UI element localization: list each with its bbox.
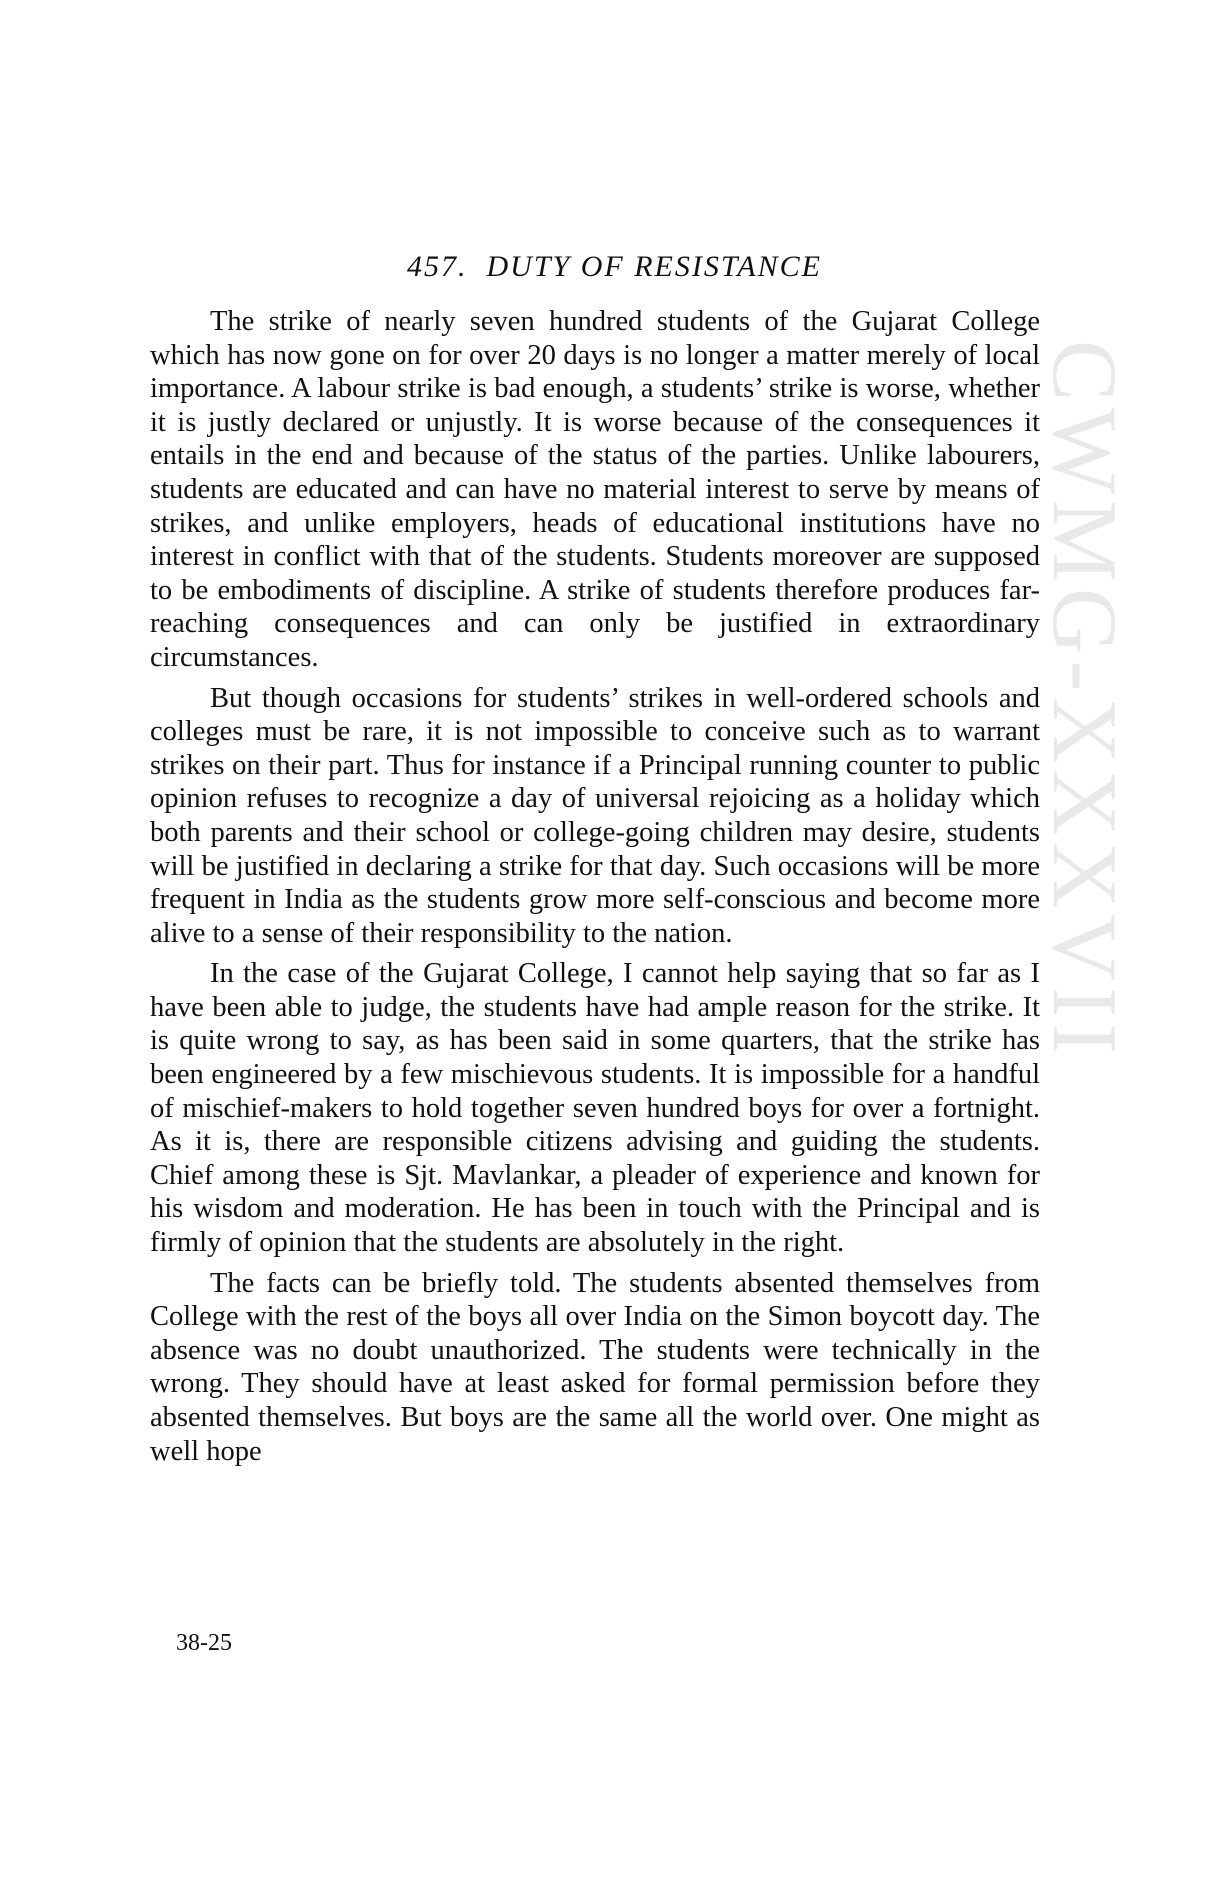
article-number: 457. (407, 250, 468, 283)
watermark: CWMG-XXXVII (1034, 340, 1136, 1061)
paragraph: But though occasions for students’ strikes in well-ordered schools and colleges must be rare, it is not impossible to conceive such as to warrant strikes on their part. Thus for instance if a Principal running counter to public opinion refuses to recognize a day of universal rejoicing as a holiday which both parents and their school or college-going children may desire, students will be justified in declaring a strike for that day. Such occasions will be more frequent in India as the students grow more self-conscious and become more alive to a sense of their responsibility to the nation. (150, 682, 1040, 949)
article-body (150, 305, 1040, 1475)
article-title: DUTY OF RESISTANCE (486, 250, 822, 283)
page-folio: 38-25 (176, 1630, 232, 1656)
paragraph: The facts can be briefly told. The students absented themselves from College with the rest of the boys all over India on the Simon boycott day. The absence was no doubt unauthorized. The students were technically in the wrong. They should have at least asked for formal permission before they absented themselves. But boys are the same all the world over. One might as well hope (150, 1267, 1040, 1467)
article-heading (0, 250, 1229, 284)
paragraph: In the case of the Gujarat College, I cannot help saying that so far as I have been able to judge, the students have had ample reason for the strike. It is quite wrong to say, as has been said in some quarters, that the strike has been engineered by a few mischievous students. It is impossible for a handful of mischief-makers to hold together seven hundred boys for over a fortnight. As it is, there are responsible citizens advising and guiding the students. Chief among these is Sjt. Mavlankar, a pleader of experience and known for his wisdom and moderation. He has been in touch with the Principal and is firmly of opinion that the students are absolutely in the right. (150, 958, 1040, 1259)
paragraph: The strike of nearly seven hundred students of the Gujarat College which has now gone on for over 20 days is no longer a matter merely of local importance. A labour strike is bad enough, a students’ strike is worse, whether it is justly declared or unjustly. It is worse because of the consequences it entails in the end and because of the status of the parties. Unlike labourers, students are educated and can have no material interest to serve by means of strikes, and unlike employers, heads of educational institutions have no interest in conflict with that of the students. Students moreover are supposed to be embodiments of discipline. A strike of students therefore produces far-reaching consequences and can only be justified in extraordinary circumstances. (150, 306, 1040, 673)
